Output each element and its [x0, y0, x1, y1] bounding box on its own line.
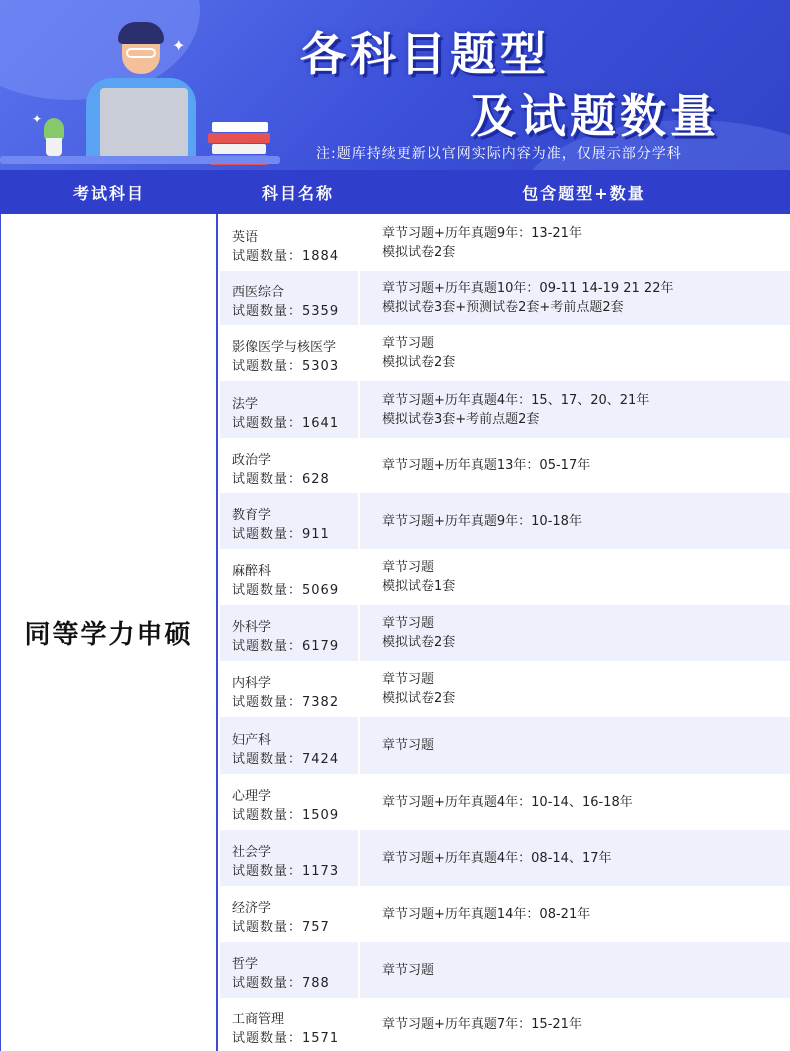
table-row: [220, 830, 790, 886]
type-line: 章节习题+历年真题4年：08-14、17年: [382, 850, 612, 866]
table-row: [220, 661, 790, 717]
question-count: 试题数量：1571: [232, 1030, 340, 1046]
table-body: [0, 214, 790, 1051]
subject-cell: [220, 661, 360, 717]
type-line: 章节习题+历年真题14年：08-21年: [382, 906, 591, 922]
type-line: 章节习题+历年真题4年：10-14、16-18年: [382, 794, 633, 810]
subject-name: 社会学: [232, 845, 272, 860]
table-row: [220, 774, 790, 830]
table-row: [220, 886, 790, 942]
subject-name: 妇产科: [232, 732, 272, 748]
subject-cell: [220, 493, 360, 549]
types-cell: [360, 325, 790, 381]
subject-name: 经济学: [232, 901, 272, 916]
banner-title-line2: 及试题数量: [470, 89, 720, 143]
subject-name: 心理学: [232, 789, 272, 804]
subject-cell: [220, 774, 360, 830]
question-count: 试题数量：628: [232, 471, 330, 487]
types-cell: [360, 605, 790, 661]
type-line: 模拟试卷3套+考前点题2套: [382, 411, 540, 427]
type-line: 章节习题+历年真题13年：05-17年: [382, 458, 591, 473]
banner-title-line1: 各科目题型: [300, 27, 550, 81]
subject-cell: [220, 605, 360, 661]
header-subject: 科目名称: [261, 183, 334, 203]
type-line: 章节习题+历年真题10年：09-11 14-19 21 22年: [382, 281, 674, 296]
subject-cell: [220, 325, 360, 381]
type-line: 模拟试卷3套+预测试卷2套+考前点题2套: [382, 300, 624, 315]
type-line: 章节习题: [382, 738, 435, 753]
exam-name: 同等学力申硕: [24, 620, 193, 650]
question-count: 试题数量：5069: [232, 583, 340, 598]
type-line: 模拟试卷2套: [382, 691, 456, 706]
subject-cell: [220, 381, 360, 438]
subject-cell: [220, 271, 360, 325]
types-cell: [360, 998, 790, 1051]
question-count: 试题数量：1641: [232, 415, 340, 431]
subject-name: 内科学: [232, 676, 272, 691]
subject-name: 教育学: [232, 508, 272, 523]
type-line: 模拟试卷1套: [382, 579, 456, 594]
types-cell: [360, 717, 790, 774]
subject-name: 法学: [232, 396, 259, 412]
question-count: 试题数量：6179: [232, 639, 340, 654]
types-cell: [360, 830, 790, 886]
subject-name: 麻醉科: [232, 564, 272, 579]
person-hair: [118, 22, 164, 44]
subject-cell: [220, 717, 360, 774]
question-count: 试题数量：911: [232, 527, 330, 542]
book-icon: [208, 133, 270, 143]
types-cell: [360, 942, 790, 998]
question-count: 试题数量：1884: [232, 248, 340, 264]
question-count: 试题数量：1509: [232, 808, 340, 823]
table-row: [220, 381, 790, 438]
subject-cell: [220, 214, 360, 271]
type-line: 章节习题+历年真题4年：15、17、20、21年: [382, 392, 650, 408]
table-row: [220, 271, 790, 325]
table-row: [220, 605, 790, 661]
subject-cell: [220, 438, 360, 493]
sparkle-icon: ✦: [32, 112, 43, 126]
question-count: 试题数量：5303: [232, 359, 340, 374]
subject-cell: [220, 830, 360, 886]
table-row: [220, 942, 790, 998]
question-count: 试题数量：788: [232, 976, 330, 991]
subject-cell: [220, 998, 360, 1051]
table-row: [220, 717, 790, 774]
type-line: 模拟试卷2套: [382, 244, 456, 260]
glasses-icon: [126, 48, 156, 58]
types-cell: [360, 493, 790, 549]
table-header: [0, 170, 790, 214]
types-cell: [360, 774, 790, 830]
types-cell: [360, 214, 790, 271]
type-line: 章节习题+历年真题7年：15-21年: [382, 1017, 582, 1032]
subject-name: 外科学: [232, 620, 272, 635]
subject-cell: [220, 886, 360, 942]
type-line: 章节习题+历年真题9年：13-21年: [382, 225, 582, 241]
exam-cell: [0, 214, 218, 1051]
banner-note: 注:题库持续更新以官网实际内容为准，仅展示部分学科: [316, 146, 682, 162]
type-line: 章节习题: [382, 560, 435, 575]
type-line: 章节习题: [382, 336, 435, 351]
desk: [0, 156, 280, 164]
types-cell: [360, 271, 790, 325]
subject-name: 工商管理: [232, 1011, 285, 1027]
table-row: [220, 438, 790, 493]
table-row: [220, 493, 790, 549]
types-cell: [360, 661, 790, 717]
table-row: [220, 998, 790, 1051]
book-icon: [212, 144, 266, 154]
sparkle-icon: ✦: [172, 36, 186, 55]
laptop-icon: [100, 88, 188, 158]
book-icon: [212, 122, 268, 132]
table-row: [220, 549, 790, 605]
subject-name: 哲学: [232, 957, 259, 972]
question-count: 试题数量：5359: [232, 304, 340, 319]
subject-name: 英语: [232, 229, 259, 245]
subject-name: 西医综合: [232, 285, 285, 300]
subject-name: 影像医学与核医学: [232, 340, 337, 355]
type-line: 章节习题: [382, 672, 435, 687]
plant-pot: [46, 138, 62, 156]
header-exam: 考试科目: [72, 183, 145, 203]
subject-name: 政治学: [232, 452, 272, 468]
question-count: 试题数量：1173: [232, 864, 340, 879]
type-line: 章节习题+历年真题9年：10-18年: [382, 513, 582, 529]
subject-cell: [220, 549, 360, 605]
type-line: 章节习题: [382, 616, 435, 631]
types-cell: [360, 549, 790, 605]
table-row: [220, 214, 790, 271]
type-line: 章节习题: [382, 962, 435, 978]
plant-icon: [44, 118, 64, 140]
question-count: 试题数量：7382: [232, 695, 340, 710]
types-cell: [360, 438, 790, 493]
question-count: 试题数量：757: [232, 920, 330, 935]
subject-cell: [220, 942, 360, 998]
type-line: 模拟试卷2套: [382, 355, 456, 370]
types-cell: [360, 381, 790, 438]
banner: [0, 0, 790, 170]
types-cell: [360, 886, 790, 942]
header-types: 包含题型+数量: [522, 183, 646, 203]
table-row: [220, 325, 790, 381]
question-count: 试题数量：7424: [232, 751, 340, 767]
type-line: 模拟试卷2套: [382, 635, 456, 650]
